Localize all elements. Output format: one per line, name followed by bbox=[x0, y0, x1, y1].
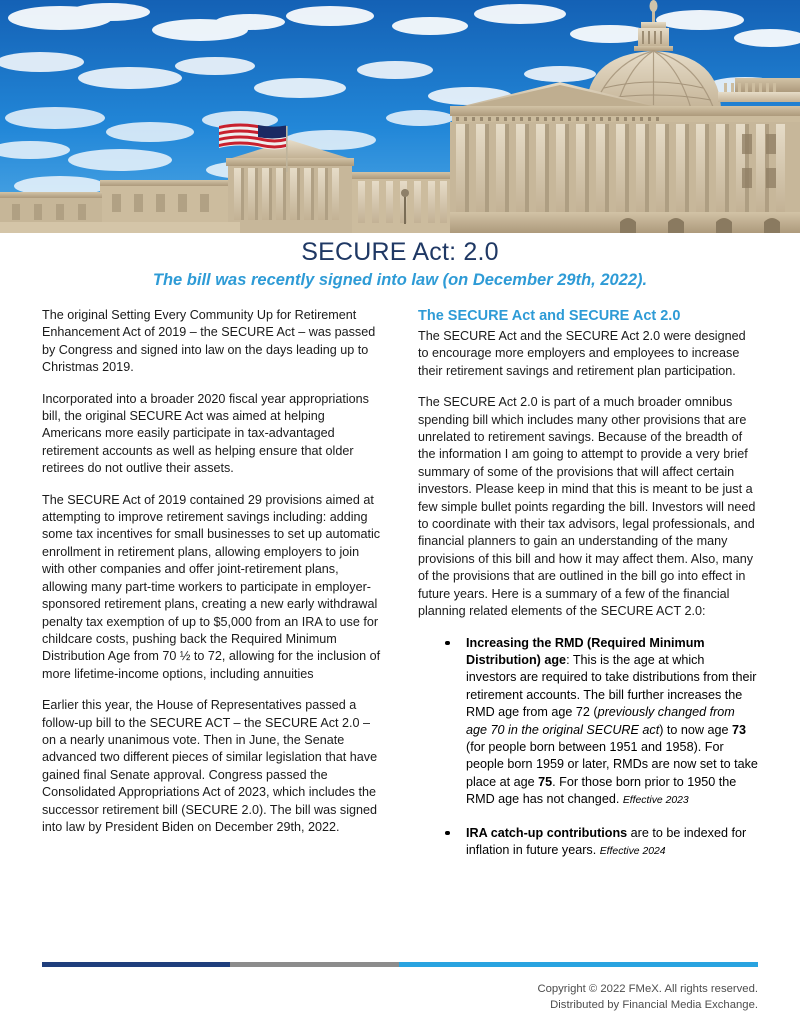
copyright-line-1: Copyright © 2022 FMeX. All rights reserved. bbox=[537, 983, 758, 995]
bullet-text: (for people born between 1951 and 1958). For people born 1959 or later, RMDs are now set to take place at age bbox=[466, 739, 758, 789]
bullet-age-75: 75 bbox=[538, 774, 553, 789]
effective-date: Effective 2024 bbox=[599, 845, 666, 857]
footer-rule-segment-light bbox=[399, 962, 758, 967]
capitol-building-illustration bbox=[0, 0, 800, 233]
page-title: SECURE Act: 2.0 bbox=[301, 238, 499, 266]
footer-rule-segment-gray bbox=[230, 962, 400, 967]
provisions-bullet-list bbox=[418, 635, 758, 861]
bullet-dot-icon bbox=[445, 831, 450, 836]
right-paragraph-1: The SECURE Act and the SECURE Act 2.0 were designed to encourage more employers and employees to increase their retirement savings and retirement plan participation. bbox=[418, 329, 746, 378]
left-paragraph-4: Earlier this year, the House of Representatives passed a follow-up bill to the SECURE ACT – the SECURE Act 2.0 – on a nearly unanimous vote. Then in June, the Senate advanced two different pieces of similar legislation that have gained final Senate approval. Congress passed the Consolidated Appropriations Act of 2023, which includes the successor retirement bill (SECURE 2.0). The bill was signed into law by President Biden on December 29th, 2022. bbox=[42, 698, 378, 834]
effective-date: Effective 2023 bbox=[622, 795, 689, 807]
copyright-block bbox=[0, 967, 800, 1035]
title-block bbox=[0, 233, 800, 291]
left-paragraph-3: The SECURE Act of 2019 contained 29 provisions aimed at attempting to improve retirement savings including: adding some tax incentives for small businesses to set up automatic enrollment in retirement plans, allowing employers to join with other companies and offer joint-retirement plans, allowing many part-time workers to participate in employer-sponsored retirement plans, creating a new early withdrawal penalty tax exemption of up to $5,000 from an IRA to use for childcare costs, pushing back the Required Minimum Distribution Age from 70 ½ to 72, allowing for the inclusion of more lifetime-income options, including annuities bbox=[42, 492, 381, 681]
bullet-text: ) to now age bbox=[659, 722, 733, 737]
bullet-text: . For those born prior to 1950 the RMD age has not changed. bbox=[466, 774, 737, 807]
bullet-text: : This is the age at which investors are required to take distributions from their retirement accounts. The bill further increases the RMD age from age 72 ( bbox=[466, 652, 757, 720]
bullet-age-73: 73 bbox=[732, 722, 747, 737]
list-item bbox=[418, 825, 758, 861]
bullet-text: are to be indexed for inflation in future years. bbox=[466, 825, 747, 857]
bullet-italic: previously changed from age 70 in the original SECURE act bbox=[466, 705, 735, 737]
section-heading: The SECURE Act and SECURE Act 2.0 bbox=[418, 308, 681, 324]
left-column bbox=[42, 307, 382, 860]
left-paragraph-1: The original Setting Every Community Up for Retirement Enhancement Act of 2019 – the SECURE Act – was passed by Congress and signed into law on the days leading up to Christmas 2019. bbox=[42, 308, 376, 375]
bullet-dot-icon bbox=[445, 641, 450, 646]
footer-rule-segment-dark bbox=[42, 962, 230, 967]
page-subtitle: The bill was recently signed into law (on December 29th, 2022). bbox=[152, 271, 648, 289]
footer-rule bbox=[42, 962, 758, 967]
page-footer bbox=[0, 962, 800, 1035]
list-item bbox=[418, 635, 758, 810]
copyright-line-2: Distributed by Financial Media Exchange. bbox=[550, 999, 758, 1011]
content-columns bbox=[0, 291, 800, 860]
bullet-lead: IRA catch-up contributions bbox=[466, 825, 628, 840]
left-paragraph-2: Incorporated into a broader 2020 fiscal year appropriations bill, the original SECURE Act was aimed at helping Americans more easily participate in tax-advantaged retirement accounts as well as helping ensure that older retirees do not outlive their assets. bbox=[42, 391, 369, 476]
header-hero-image bbox=[0, 0, 800, 233]
bullet-lead: Increasing the RMD (Required Minimum Distribution) age bbox=[466, 635, 705, 667]
right-column bbox=[418, 307, 758, 860]
right-paragraph-2: The SECURE Act 2.0 is part of a much broader omnibus spending bill which includes many other provisions that are unrelated to retirement savings. Because of the breadth of the information I am going to attempt to provide a very brief summary of some of the provisions that will affect certain investors. Please keep in mind that this is meant to be just a few simple bullet points regarding the bill. Investors will need to coordinate with their tax advisors, legal professionals, and financial planners to gain an understanding of the many provisions of this bill and how it may affect them. Also, many of the provisions that are outlined in the bill go into effect in future years. Here is a summary of a few of the financial planning related elements of the SECURE ACT 2.0: bbox=[418, 395, 756, 619]
